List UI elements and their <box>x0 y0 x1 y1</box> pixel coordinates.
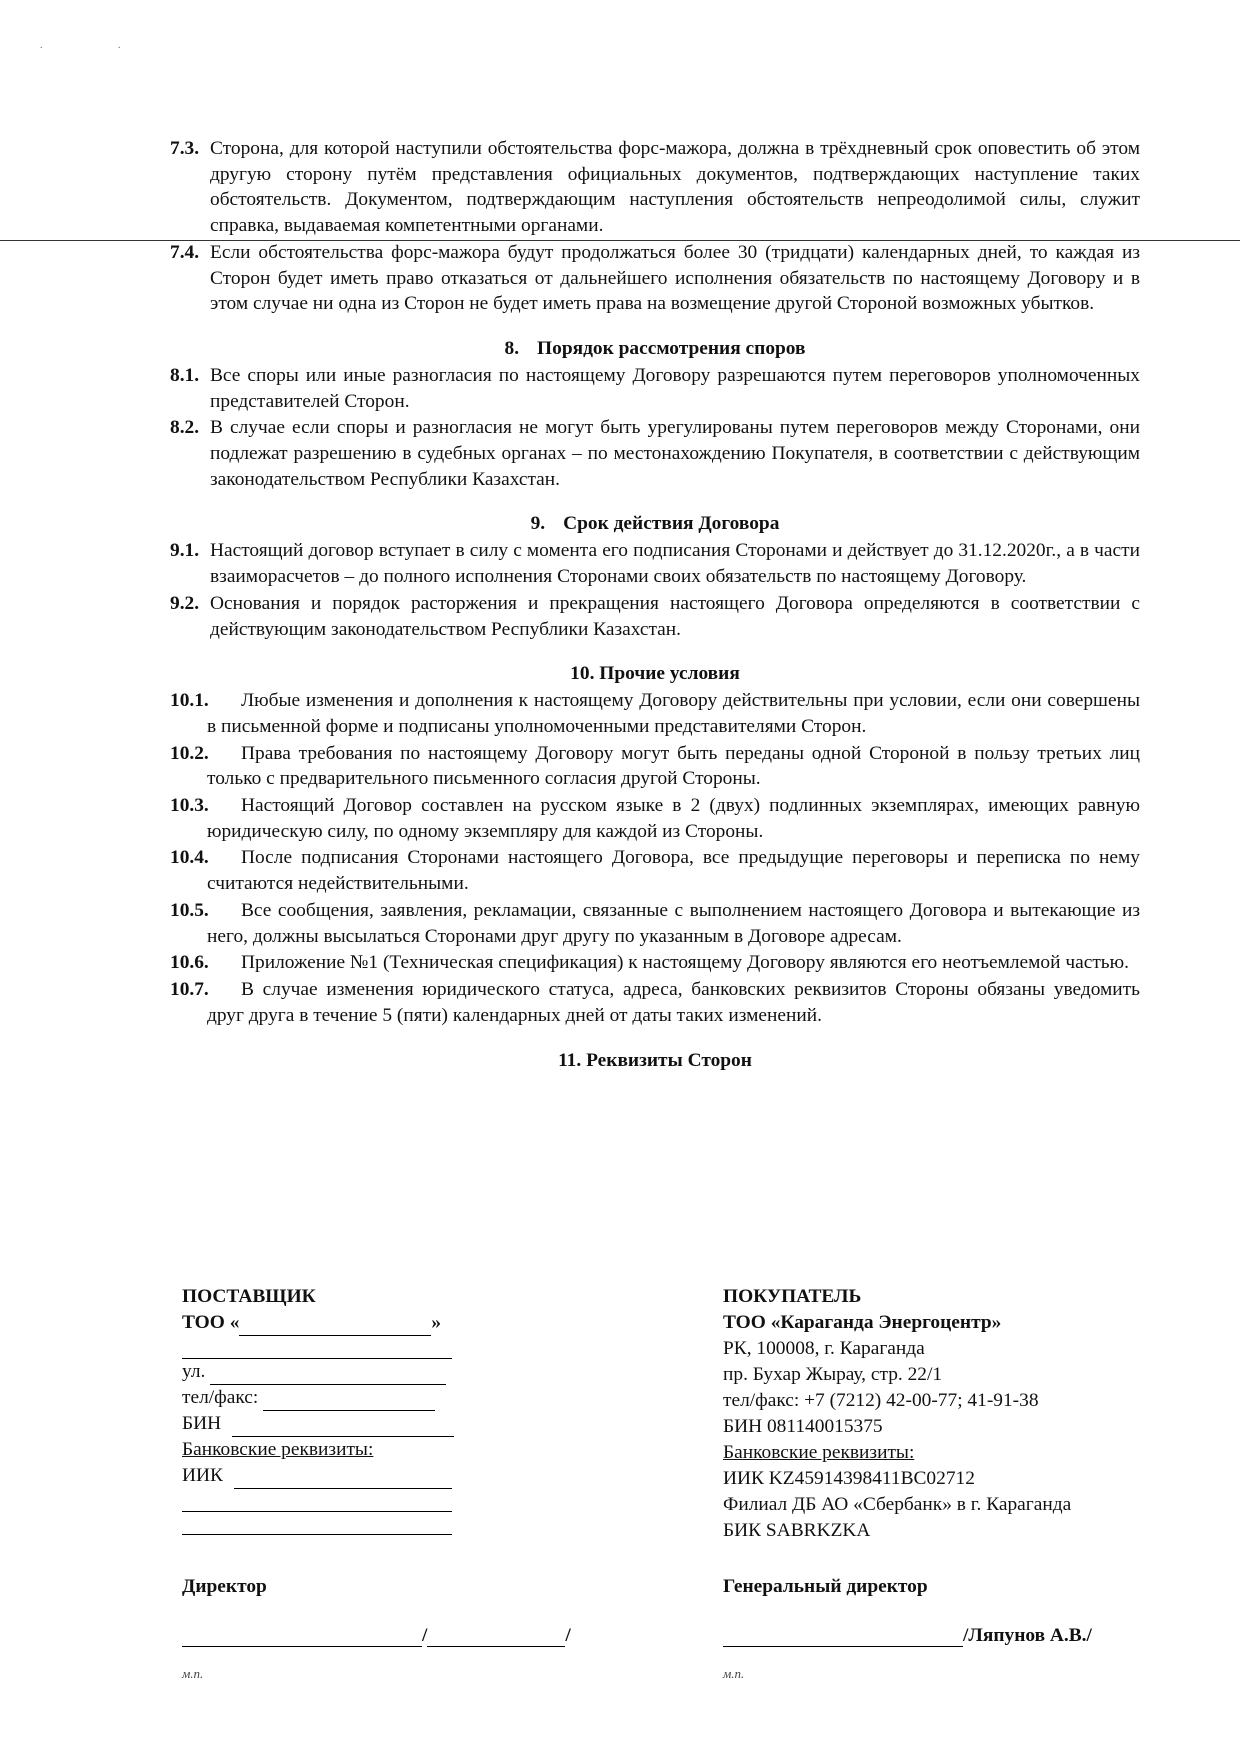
clause-7-4 <box>170 240 1140 317</box>
supplier-blank-line[interactable] <box>182 1489 452 1512</box>
section-heading: Порядок рассмотрения споров <box>537 337 806 359</box>
supplier-blank-line[interactable] <box>182 1336 452 1359</box>
clause-text: После подписания Сторонами настоящего Договора, все предыдущие переговоры и переписка по нему считаются недействительными. <box>207 847 1140 895</box>
supplier-name-blank[interactable] <box>427 1626 565 1647</box>
section-number: 8. <box>504 337 520 359</box>
clause-text: Основания и порядок расторжения и прекращения настоящего Договора определяются в соответствии с действующим законодательством Республики Казахстан. <box>210 592 1140 640</box>
clause-number: 7.4. <box>170 241 200 263</box>
buyer-bik: БИК SABRKZKA <box>723 1520 871 1541</box>
supplier-director-label: Директор <box>182 1576 267 1597</box>
supplier-signature-blank[interactable] <box>182 1626 422 1647</box>
buyer-bin: БИН 081140015375 <box>723 1416 883 1437</box>
clause-text: Если обстоятельства форс-мажора будут продолжаться более 30 (тридцати) календарных дней, то каждая из Сторон будет иметь право отказаться от дальнейшего исполнения обязательств по настоящему Договору и в этом случае ни одна из Сторон не будет иметь права на возмещение другой Стороной возможных убытков. <box>210 241 1140 315</box>
buyer-iik: ИИК KZ45914398411BC02712 <box>723 1468 975 1489</box>
buyer-block <box>723 1284 1143 1544</box>
clause-number: 10.4. <box>170 847 209 869</box>
clause-text: Сторона, для которой наступили обстоятельства форс-мажора, должна в трёхдневный срок оповестить об этом другую сторону путём представления официальных документов, подтверждающих наступление таких обстоятельств. Документом, подтверждающим наступления обстоятельств непреодолимой силы, служит справка, выдаваемая компетентными органами. <box>210 138 1140 237</box>
section-8-title <box>170 336 1140 362</box>
supplier-blank-line[interactable] <box>182 1512 452 1535</box>
supplier-signature-line <box>182 1625 571 1647</box>
supplier-iik-label: ИИК <box>182 1465 223 1486</box>
buyer-stamp-place: м.п. <box>723 1666 745 1681</box>
clause-8-2 <box>170 415 1140 492</box>
clause-number: 10.1. <box>170 690 209 712</box>
supplier-phone-label: тел/факс: <box>182 1387 259 1408</box>
clause-number: 10.6. <box>170 952 209 974</box>
clause-number: 10.2. <box>170 742 209 764</box>
buyer-org: ТОО «Караганда Энергоцентр» <box>723 1312 1002 1333</box>
supplier-stamp-place: м.п. <box>182 1666 204 1681</box>
buyer-signature-blank[interactable] <box>723 1626 963 1647</box>
section-10-title: 10. Прочие условия <box>570 663 740 685</box>
supplier-signature-separator: / <box>565 1625 571 1646</box>
clause-10-5 <box>170 898 1140 949</box>
supplier-bin-blank[interactable] <box>232 1416 454 1437</box>
clause-10-7 <box>170 977 1140 1028</box>
supplier-phone-field <box>182 1385 482 1411</box>
clause-text: Настоящий Договор составлен на русском языке в 2 (двух) подлинных экземплярах, имеющих равную юридическую силу, по одному экземпляру для каждой из Стороны. <box>207 795 1140 842</box>
buyer-signature-line <box>723 1625 1092 1647</box>
supplier-org-blank[interactable] <box>239 1315 431 1336</box>
supplier-street-blank[interactable] <box>210 1364 446 1385</box>
buyer-director-label: Генеральный директор <box>723 1576 928 1597</box>
supplier-iik-blank[interactable] <box>234 1468 452 1489</box>
supplier-org-suffix: » <box>431 1312 442 1333</box>
clause-text: Приложение №1 (Техническая спецификация) к настоящему Договору являются его неотъемлемой частью. <box>241 952 1129 974</box>
clause-8-1 <box>170 363 1140 414</box>
clause-number: 7.3. <box>170 138 200 159</box>
buyer-bank-label: Банковские реквизиты: <box>723 1442 915 1463</box>
clause-number: 10.7. <box>170 978 209 1000</box>
clause-number: 8.1. <box>170 364 200 386</box>
clause-number: 9.2. <box>170 592 200 614</box>
clause-10-2 <box>170 741 1140 792</box>
clause-10-6 <box>170 950 1140 976</box>
clause-7-3 <box>170 136 1140 239</box>
supplier-org-field <box>182 1310 482 1336</box>
buyer-heading: ПОКУПАТЕЛЬ <box>723 1286 862 1307</box>
supplier-phone-blank[interactable] <box>263 1390 435 1411</box>
clause-text: В случае изменения юридического статуса, адреса, банковских реквизитов Стороны обязаны уведомить друг друга в течение 5 (пяти) календарных дней от даты таких изменений. <box>207 978 1140 1026</box>
clause-10-3 <box>170 793 1140 844</box>
clause-10-4 <box>170 845 1140 896</box>
clause-10-1 <box>170 688 1140 739</box>
clause-text: Любые изменения и дополнения к настоящему Договору действительны при условии, если они совершены в письменной форме и подписаны уполномоченными представителями Сторон. <box>207 690 1140 737</box>
clause-number: 8.2. <box>170 417 200 439</box>
clause-text: Все сообщения, заявления, рекламации, связанные с выполнением настоящего Договора и вытекающие из него, должны высылаться Сторонами друг другу по указанным в Договоре адресам. <box>207 899 1140 947</box>
section-11-title: 11. Реквизиты Сторон <box>558 1050 752 1072</box>
buyer-signature-name: /Ляпунов А.В./ <box>963 1625 1092 1646</box>
supplier-org-prefix: ТОО « <box>182 1312 240 1333</box>
section-number: 9. <box>530 513 546 535</box>
clause-number: 9.1. <box>170 540 200 562</box>
clause-text: Права требования по настоящему Договору могут быть переданы одной Стороной в пользу третьих лиц только с предварительного письменного согласия другой Стороны. <box>207 742 1140 790</box>
scan-mark: . <box>118 40 121 51</box>
contract-page <box>170 136 1140 1072</box>
supplier-street-label: ул. <box>182 1361 206 1382</box>
supplier-heading: ПОСТАВЩИК <box>182 1286 316 1307</box>
scan-mark: . <box>40 40 43 51</box>
supplier-bin-label: БИН <box>182 1413 222 1434</box>
supplier-signature-separator: / <box>422 1625 428 1646</box>
clause-9-1 <box>170 538 1140 589</box>
section-heading: Срок действия Договора <box>563 513 780 535</box>
buyer-phone: тел/факс: +7 (7212) 42-00-77; 41-91-38 <box>723 1390 1039 1411</box>
clause-number: 10.3. <box>170 795 209 817</box>
supplier-bin-field <box>182 1411 482 1437</box>
clause-9-2 <box>170 591 1140 642</box>
buyer-address-line1: РК, 100008, г. Караганда <box>723 1338 925 1359</box>
supplier-street-field <box>182 1359 482 1385</box>
supplier-iik-field <box>182 1463 482 1489</box>
supplier-block <box>182 1284 482 1535</box>
buyer-address-line2: пр. Бухар Жырау, стр. 22/1 <box>723 1364 943 1385</box>
clause-number: 10.5. <box>170 899 209 921</box>
clause-text: Настоящий договор вступает в силу с момента его подписания Сторонами и действует до 31.12.2020г., а в части взаиморасчетов – до полного исполнения Сторонами своих обязательств по настоящему Договору. <box>210 540 1140 588</box>
buyer-bank: Филиал ДБ АО «Сбербанк» в г. Караганда <box>723 1494 1072 1515</box>
section-9-title <box>170 511 1140 537</box>
supplier-bank-label: Банковские реквизиты: <box>182 1439 374 1460</box>
clause-text: Все споры или иные разногласия по настоящему Договору разрешаются путем переговоров уполномоченных представителей Сторон. <box>210 364 1140 412</box>
clause-text: В случае если споры и разногласия не могут быть урегулированы путем переговоров между Сторонами, они подлежат разрешению в судебных органах – по местонахождению Покупателя, в соответствии с действующим законодательством Республики Казахстан. <box>210 417 1140 490</box>
